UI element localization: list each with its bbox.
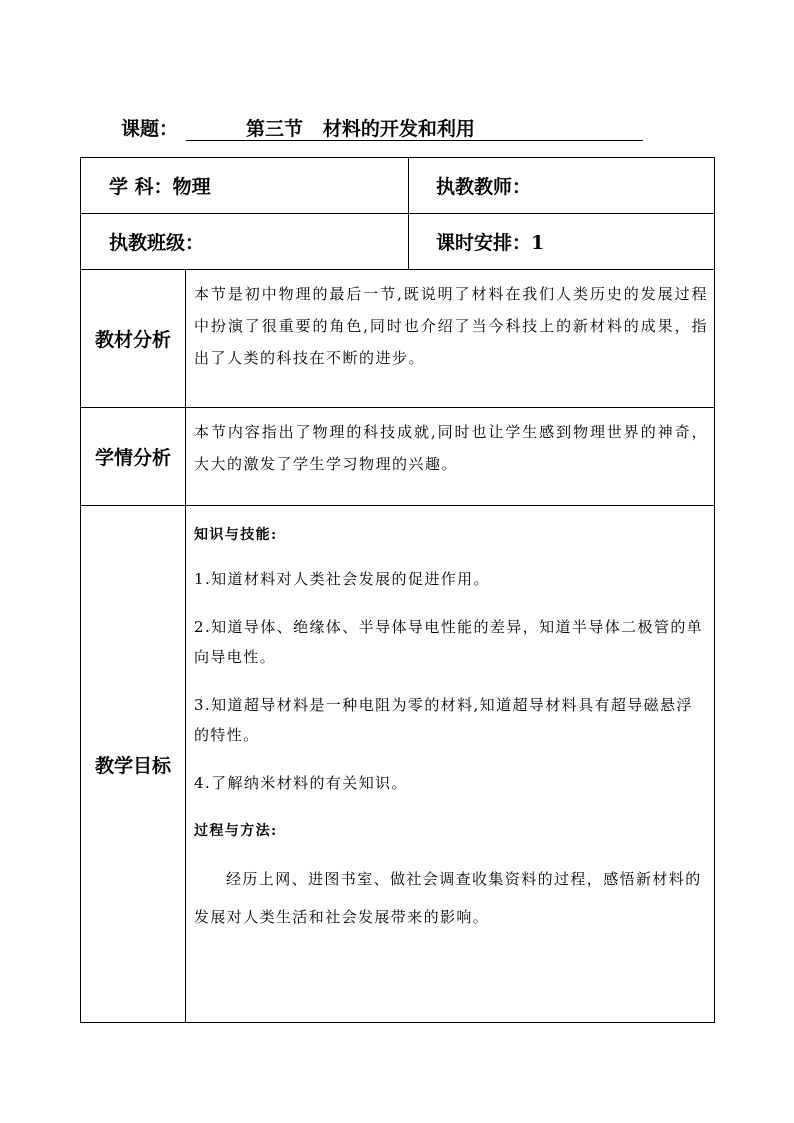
textbook-analysis-label: 教材分析 (81, 270, 186, 408)
teacher-cell: 执教教师： (409, 158, 715, 214)
teaching-goals-label: 教学目标 (81, 506, 186, 1023)
process-text: 经历上网、进图书室、做社会调查收集资料的过程，感悟新材料的发展对人类生活和社会发展带来的影响。 (194, 870, 702, 926)
lesson-title (121, 116, 651, 146)
knowledge-heading: 知识与技能: (194, 527, 278, 543)
textbook-analysis-text: 本节是初中物理的最后一节,既说明了材料在我们人类历史的发展过程中扮演了很重要的角色,同时也介绍了当今科技上的新材料的成果，指出了人类的科技在不断的进步。 (186, 270, 715, 408)
table-row (81, 158, 715, 214)
goal-item-2: 2.知道导体、绝缘体、半导体导电性能的差异，知道半导体二极管的单向导电性。 (194, 618, 704, 666)
goal-item-3: 3.知道超导材料是一种电阻为零的材料,知道超导材料具有超导磁悬浮的特性。 (194, 696, 693, 744)
lesson-title-label: 课题： (121, 118, 179, 140)
subject-cell: 学 科：物理 (81, 158, 409, 214)
table-row (81, 270, 715, 408)
class-cell: 执教班级： (81, 214, 409, 270)
table-row (81, 214, 715, 270)
schedule-cell: 课时安排：1 (409, 214, 715, 270)
teaching-goals-content (186, 506, 715, 1023)
lesson-plan-table (80, 157, 715, 1023)
process-heading: 过程与方法: (194, 823, 278, 839)
student-analysis-label: 学情分析 (81, 408, 186, 506)
lesson-title-text: 第三节 材料的开发和利用 (246, 118, 475, 140)
goal-item-1: 1.知道材料对人类社会发展的促进作用。 (194, 570, 490, 588)
lesson-title-underline (186, 116, 643, 141)
table-row (81, 408, 715, 506)
goal-item-4: 4.了解纳米材料的有关知识。 (194, 774, 408, 792)
student-analysis-text: 本节内容指出了物理的科技成就,同时也让学生感到物理世界的神奇，大大的激发了学生学习物理的兴趣。 (186, 408, 715, 506)
table-row (81, 506, 715, 1023)
